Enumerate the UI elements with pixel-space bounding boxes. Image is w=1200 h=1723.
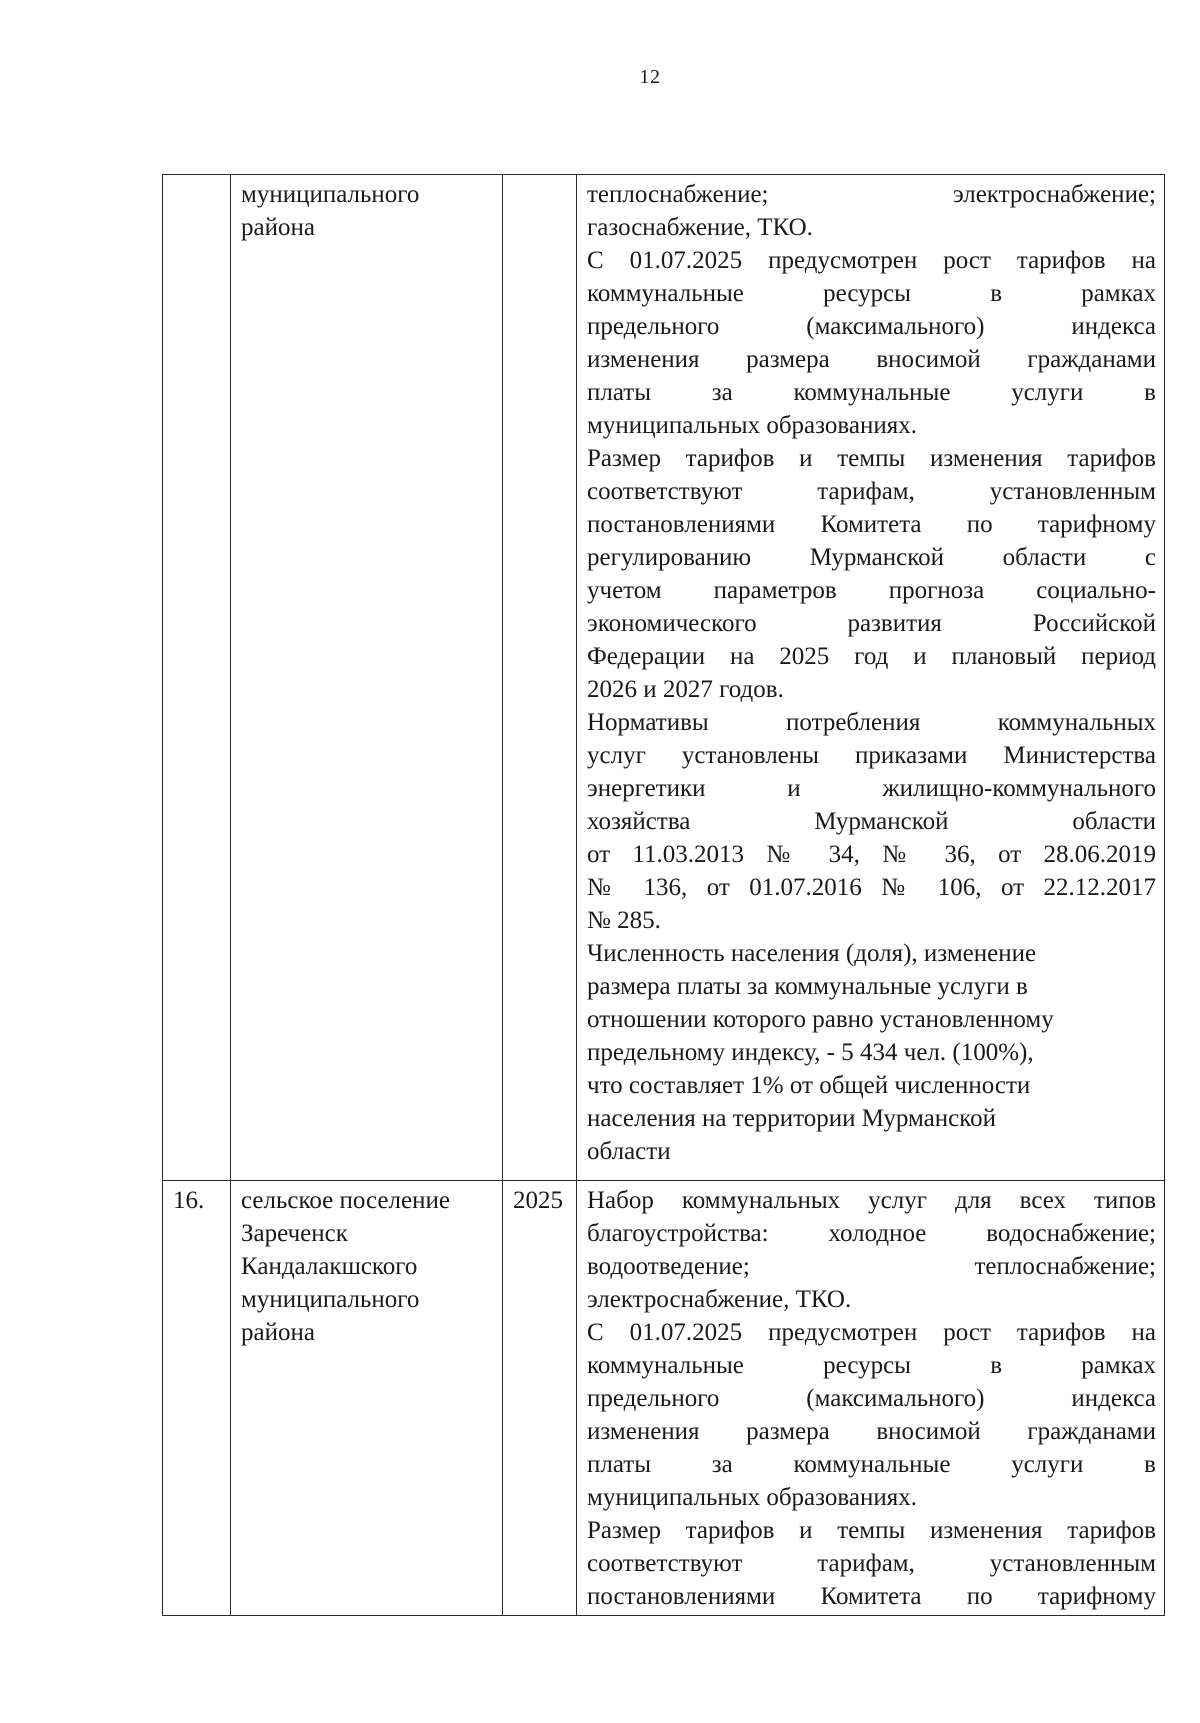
description-line: отношении которого равно установленному bbox=[587, 1006, 1054, 1033]
year-cell bbox=[503, 175, 577, 1181]
table-row bbox=[163, 1181, 1165, 1616]
description-line: Набор коммунальных услуг для всех типов bbox=[587, 1187, 1156, 1214]
description-line: водоотведение; теплоснабжение; bbox=[587, 1253, 1156, 1280]
municipal-tariffs-table bbox=[162, 174, 1165, 1616]
year-cell: 2025 bbox=[503, 1181, 577, 1616]
description-line: С 01.07.2025 предусмотрен рост тарифов на bbox=[587, 247, 1156, 274]
description-cell bbox=[577, 175, 1165, 1181]
description-line: размера платы за коммунальные услуги в bbox=[587, 973, 1028, 1000]
description-line: Размер тарифов и темпы изменения тарифов bbox=[587, 1517, 1156, 1544]
description-line: соответствуют тарифам, установленным bbox=[587, 478, 1156, 505]
name-line: муниципального bbox=[241, 181, 420, 208]
description-line: Федерации на 2025 год и плановый период bbox=[587, 643, 1156, 670]
description-line: изменения размера вносимой гражданами bbox=[587, 1418, 1156, 1445]
name-line: муниципального bbox=[241, 1286, 420, 1313]
description-line: услуг установлены приказами Министерства bbox=[587, 742, 1156, 769]
description-line: постановлениями Комитета по тарифному bbox=[587, 511, 1156, 538]
description-line: благоустройства: холодное водоснабжение; bbox=[587, 1220, 1156, 1247]
page-number: 12 bbox=[639, 66, 661, 88]
name-line: Зареченск bbox=[241, 1220, 348, 1247]
description-line: регулированию Мурманской области с bbox=[587, 544, 1156, 571]
name-line: сельское поселение bbox=[241, 1187, 450, 1214]
description-line: изменения размера вносимой гражданами bbox=[587, 346, 1156, 373]
description-line: электроснабжение, ТКО. bbox=[587, 1286, 852, 1313]
description-line: учетом параметров прогноза социально- bbox=[587, 577, 1156, 604]
description-line: муниципальных образованиях. bbox=[587, 1484, 917, 1511]
description-line: газоснабжение, ТКО. bbox=[587, 214, 813, 241]
description-line: что составляет 1% от общей численности bbox=[587, 1072, 1031, 1099]
description-line: № 285. bbox=[587, 907, 661, 934]
description-line: Численность населения (доля), изменение bbox=[587, 940, 1037, 967]
municipality-name-cell bbox=[231, 175, 503, 1181]
description-line: С 01.07.2025 предусмотрен рост тарифов на bbox=[587, 1319, 1156, 1346]
description-line: платы за коммунальные услуги в bbox=[587, 379, 1156, 406]
description-line: коммунальные ресурсы в рамках bbox=[587, 1352, 1156, 1379]
description-line: от 11.03.2013 № 34, № 36, от 28.06.2019 bbox=[587, 841, 1156, 868]
name-line: района bbox=[241, 214, 315, 241]
description-line: хозяйства Мурманской области bbox=[587, 808, 1156, 835]
row-number-cell: 16. bbox=[163, 1181, 231, 1616]
description-line: предельного (максимального) индекса bbox=[587, 1385, 1156, 1412]
description-line: платы за коммунальные услуги в bbox=[587, 1451, 1156, 1478]
description-line: населения на территории Мурманской bbox=[587, 1105, 996, 1132]
description-line: экономического развития Российской bbox=[587, 610, 1156, 637]
description-line: муниципальных образованиях. bbox=[587, 412, 917, 439]
table-row bbox=[163, 175, 1165, 1181]
description-line: предельному индексу, - 5 434 чел. (100%), bbox=[587, 1039, 1034, 1066]
description-cell bbox=[577, 1181, 1165, 1616]
name-line: района bbox=[241, 1319, 315, 1346]
description-line: области bbox=[587, 1138, 671, 1165]
description-line: энергетики и жилищно-коммунального bbox=[587, 775, 1156, 802]
name-line: Кандалакшского bbox=[241, 1253, 418, 1280]
row-number-cell bbox=[163, 175, 231, 1181]
description-line: Нормативы потребления коммунальных bbox=[587, 709, 1156, 736]
description-line: предельного (максимального) индекса bbox=[587, 313, 1156, 340]
description-line: соответствуют тарифам, установленным bbox=[587, 1550, 1156, 1577]
description-line: 2026 и 2027 годов. bbox=[587, 676, 784, 703]
municipality-name-cell bbox=[231, 1181, 503, 1616]
description-line: теплоснабжение; электроснабжение; bbox=[587, 181, 1156, 208]
description-line: коммунальные ресурсы в рамках bbox=[587, 280, 1156, 307]
description-line: № 136, от 01.07.2016 № 106, от 22.12.2017 bbox=[587, 874, 1156, 901]
description-line: постановлениями Комитета по тарифному bbox=[587, 1583, 1156, 1610]
description-line: Размер тарифов и темпы изменения тарифов bbox=[587, 445, 1156, 472]
